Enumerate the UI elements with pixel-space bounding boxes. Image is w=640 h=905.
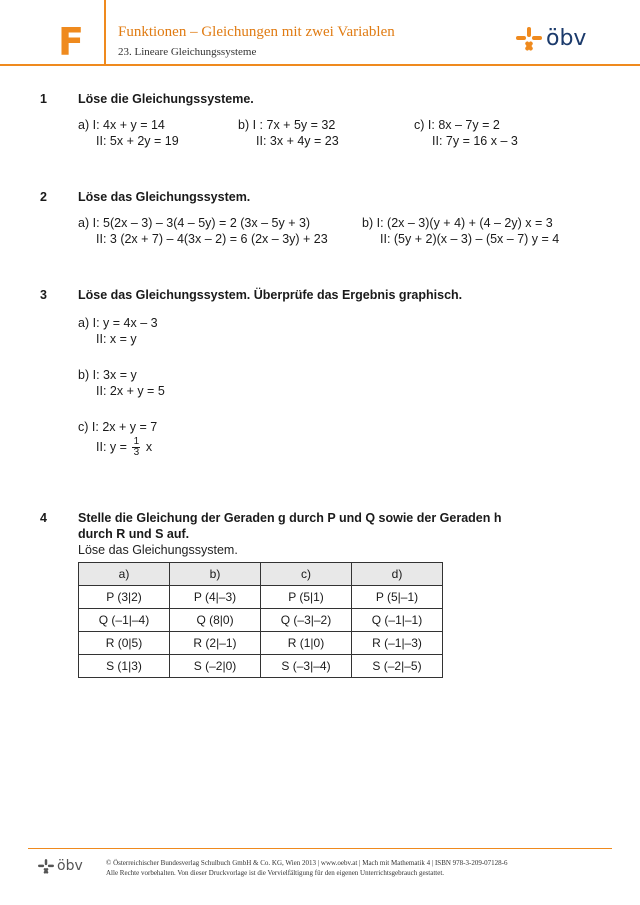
footer-rule	[28, 848, 612, 849]
exercise-task: Löse das Gleichungssystem.	[78, 190, 251, 204]
table-row	[79, 586, 443, 609]
table-row	[79, 609, 443, 632]
table-cell: Q (–1|–1)	[352, 609, 443, 632]
logo-text: öbv	[546, 26, 587, 51]
table-cell: Q (–1|–4)	[79, 609, 170, 632]
table-cell: Q (–3|–2)	[261, 609, 352, 632]
table-header-cell: c)	[261, 563, 352, 586]
table-cell: R (0|5)	[79, 632, 170, 655]
footer-line-2: Alle Rechte vorbehalten. Von dieser Druckvorlage ist die Vervielfältigung für den eigenen Unterrichtsgebrauch gestattet.	[106, 869, 445, 877]
table-cell: P (5|–1)	[352, 586, 443, 609]
table-cell: Q (8|0)	[170, 609, 261, 632]
equation-system-3c: c) I: 2x + y = 7 II: y = $\frac{1}{3}$ x	[78, 420, 158, 458]
points-table	[78, 562, 443, 678]
equation-system-2a: a) I: 5(2x – 3) – 3(4 – 5y) = 2 (3x – 5y + 3) II: 3 (2x + 7) – 4(3x – 2) = 6 (2x – 3y) + 23	[78, 216, 328, 246]
table-cell: S (–3|–4)	[261, 655, 352, 678]
table-row	[79, 632, 443, 655]
table-cell: R (2|–1)	[170, 632, 261, 655]
exercise-task: Löse das Gleichungssystem. Überprüfe das Ergebnis graphisch.	[78, 288, 463, 302]
equation-system-3b: b) I: 3x = y II: 2x + y = 5	[78, 368, 165, 398]
footer-logo	[38, 858, 83, 874]
header-divider-vertical	[104, 0, 106, 64]
exercise-number: 3	[40, 288, 47, 302]
exercise-task: Löse die Gleichungssysteme.	[78, 92, 254, 106]
table-cell: S (1|3)	[79, 655, 170, 678]
page-title: Funktionen – Gleichungen mit zwei Variablen	[118, 24, 395, 40]
exercise-number: 1	[40, 92, 47, 106]
publisher-logo	[516, 26, 586, 51]
table-row	[79, 655, 443, 678]
table-header-cell: d)	[352, 563, 443, 586]
table-cell: P (4|–3)	[170, 586, 261, 609]
table-cell: S (–2|0)	[170, 655, 261, 678]
equation-system-1c: c) I: 8x – 7y = 2 II: 7y = 16 x – 3	[414, 118, 518, 148]
equation-system-1b: b) I : 7x + 5y = 32 II: 3x + 4y = 23	[238, 118, 339, 148]
star-logo-icon	[38, 859, 54, 874]
page-subtitle: 23. Lineare Gleichungssysteme	[118, 46, 257, 58]
exercise-task-line-1: Stelle die Gleichung der Geraden g durch P und Q sowie der Geraden h	[78, 511, 502, 525]
exercise-number: 4	[40, 511, 47, 525]
exercise-number: 2	[40, 190, 47, 204]
chapter-letter: F	[58, 20, 84, 64]
table-header-row	[79, 563, 443, 586]
table-cell: P (3|2)	[79, 586, 170, 609]
table-cell: R (1|0)	[261, 632, 352, 655]
exercise-task-line-3: Löse das Gleichungssystem.	[78, 543, 238, 557]
table-header-cell: b)	[170, 563, 261, 586]
exercise-task-line-2: durch R und S auf.	[78, 527, 190, 541]
table-cell: R (–1|–3)	[352, 632, 443, 655]
footer-copyright	[106, 858, 508, 878]
header-rule	[0, 64, 640, 66]
equation-system-3a: a) I: y = 4x – 3 II: x = y	[78, 316, 158, 346]
equation-system-1a: a) I: 4x + y = 14 II: 5x + 2y = 19	[78, 118, 179, 148]
footer-logo-text: öbv	[57, 858, 83, 874]
equation-system-2b: b) I: (2x – 3)(y + 4) + (4 – 2y) x = 3 II: (5y + 2)(x – 3) – (5x – 7) y = 4	[362, 216, 560, 246]
table-cell: S (–2|–5)	[352, 655, 443, 678]
table-header-cell: a)	[79, 563, 170, 586]
footer-line-1: © Österreichischer Bundesverlag Schulbuch GmbH & Co. KG, Wien 2013 | www.oebv.at | Mach mit Mathematik 4 | ISBN 978-3-209-07128-6	[106, 859, 508, 867]
fraction: $\frac{1}{3}$	[133, 436, 140, 458]
star-logo-icon	[516, 27, 542, 51]
table-cell: P (5|1)	[261, 586, 352, 609]
